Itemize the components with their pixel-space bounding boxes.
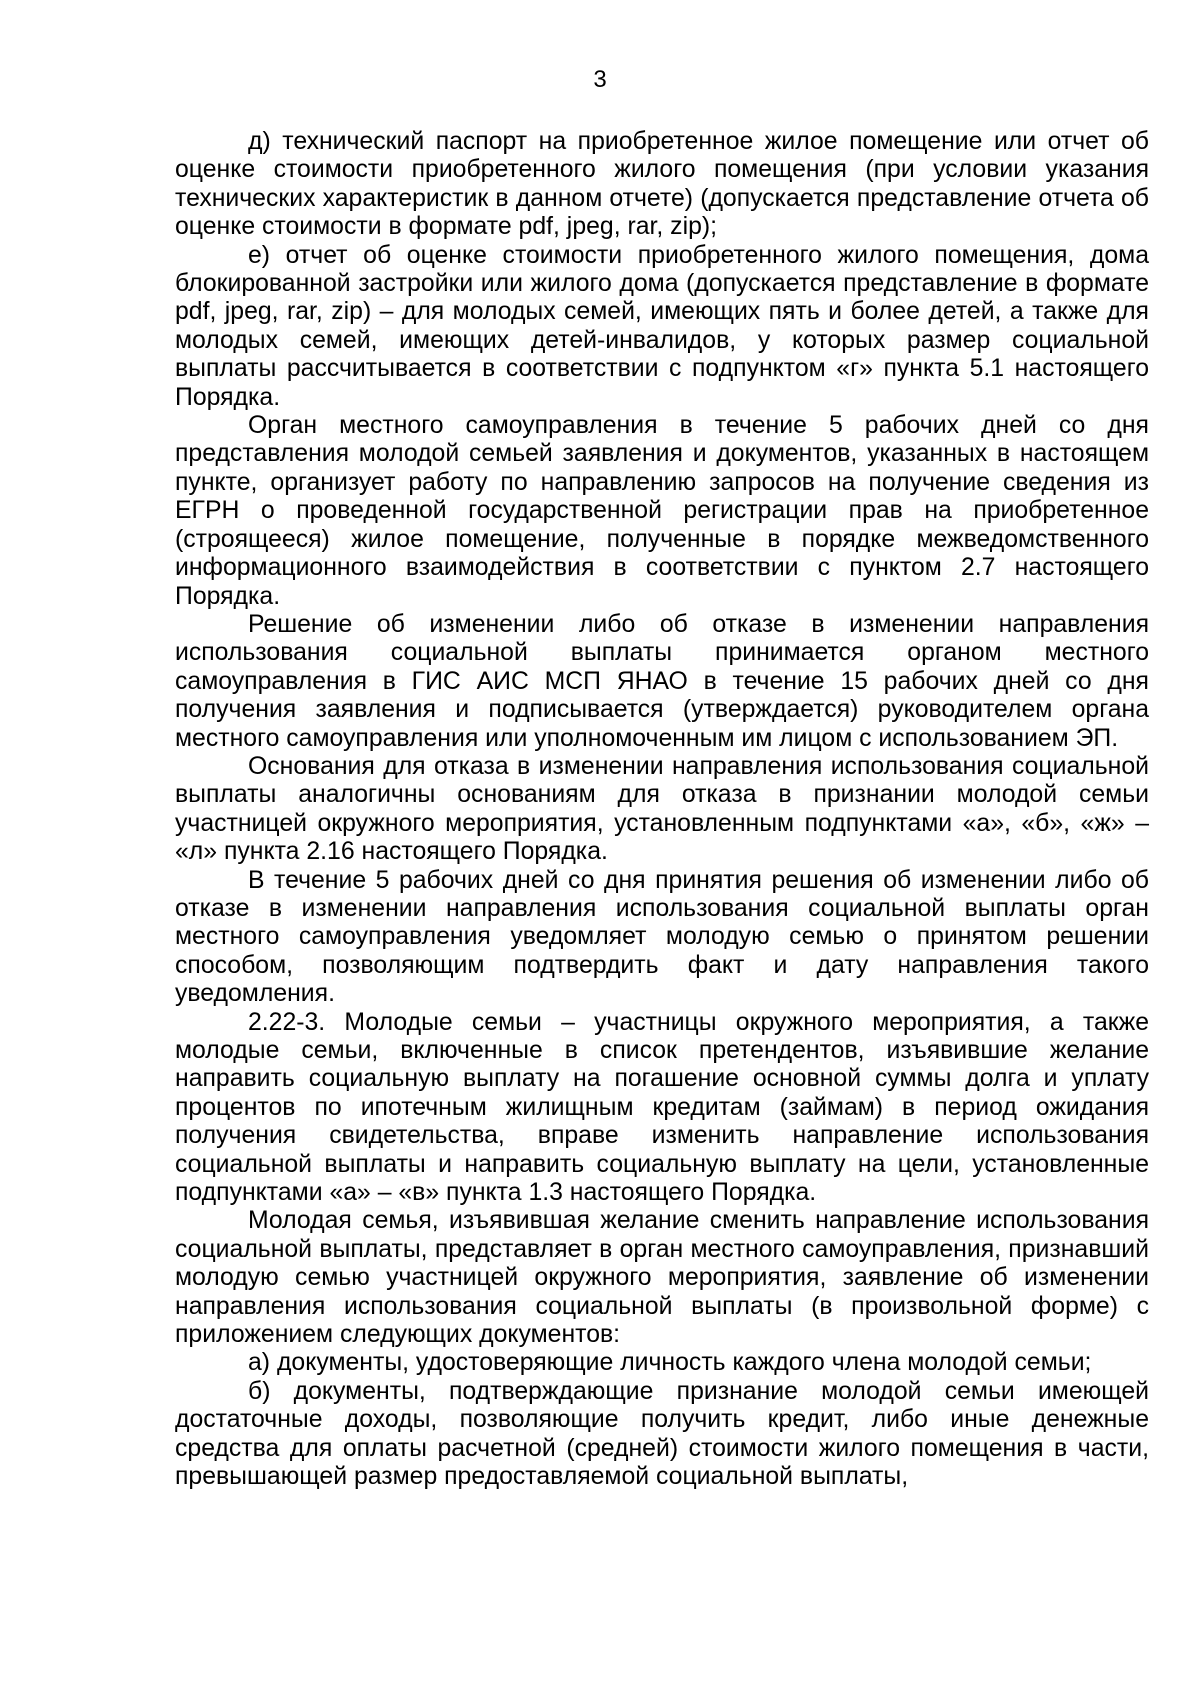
paragraph-b-income-documents: б) документы, подтверждающие признание молодой семьи имеющей достаточные доходы, позволяющие получить кредит, либо иные денежные средства для оплаты расчетной (средней) стоимости жилого помещения в части, превышающей размер предоставляемой социальной выплаты, — [175, 1377, 1149, 1491]
document-body — [175, 128, 1149, 1492]
paragraph-notification: В течение 5 рабочих дней со дня принятия решения об изменении либо об отказе в изменении направления использования социальной выплаты орган местного самоуправления уведомляет молодую семью о принятом решении способом, позволяющим подтвердить факт и дату направления такого уведомления. — [175, 866, 1149, 1008]
page-number: 3 — [593, 66, 607, 93]
paragraph-a-identity-documents: а) документы, удостоверяющие личность каждого члена молодой семьи; — [248, 1349, 1092, 1377]
paragraph-decision: Решение об изменении либо об отказе в изменении направления использования социальной выплаты принимается органом местного самоуправления в ГИС АИС МСП ЯНАО в течение 15 рабочих дней со дня получения заявления и подписывается (утверждается) руководителем органа местного самоуправления или уполномоченным им лицом с использованием ЭП. — [175, 610, 1149, 752]
paragraph-refusal-grounds: Основания для отказа в изменении направления использования социальной выплаты аналогичны основаниям для отказа в признании молодой семьи участницей окружного мероприятия, установленным подпунктами «а», «б», «ж» – «л» пункта 2.16 настоящего Порядка. — [175, 752, 1149, 866]
paragraph-application: Молодая семья, изъявившая желание сменить направление использования социальной выплаты, представляет в орган местного самоуправления, признавший молодую семью участницей окружного мероприятия, заявление об изменении направления использования социальной выплаты (в произвольной форме) с приложением следующих документов: — [175, 1207, 1149, 1349]
paragraph-d-technical-passport: д) технический паспорт на приобретенное жилое помещение или отчет об оценке стоимости приобретенного жилого помещения (при условии указания технических характеристик в данном отчете) (допускается представление отчета об оценке стоимости в формате pdf, jpeg, rar, zip); — [175, 128, 1149, 241]
paragraph-e-valuation-report: е) отчет об оценке стоимости приобретенного жилого помещения, дома блокированной застройки или жилого дома (допускается представление в формате pdf, jpeg, rar, zip) – для молодых семей, имеющих пять и более детей, а также для молодых семей, имеющих детей-инвалидов, у которых размер социальной выплаты рассчитывается в соответствии с подпунктом «г» пункта 5.1 настоящего Порядка. — [175, 241, 1149, 411]
paragraph-local-authority-requests: Орган местного самоуправления в течение 5 рабочих дней со дня представления молодой семьей заявления и документов, указанных в настоящем пункте, организует работу по направлению запросов на получение сведения из ЕГРН о проведенной государственной регистрации прав на приобретенное (строящееся) жилое помещение, полученные в порядке межведомственного информационного взаимодействия в соответствии с пунктом 2.7 настоящего Порядка. — [175, 412, 1149, 610]
paragraph-clause-2-22-3: 2.22-3. Молодые семьи – участницы окружного мероприятия, а также молодые семьи, включенные в список претендентов, изъявившие желание направить социальную выплату на погашение основной суммы долга и уплату процентов по ипотечным жилищным кредитам (займам) в период ожидания получения свидетельства, вправе изменить направление использования социальной выплаты и направить социальную выплату на цели, установленные подпунктами «а» – «в» пункта 1.3 настоящего Порядка. — [175, 1008, 1149, 1207]
